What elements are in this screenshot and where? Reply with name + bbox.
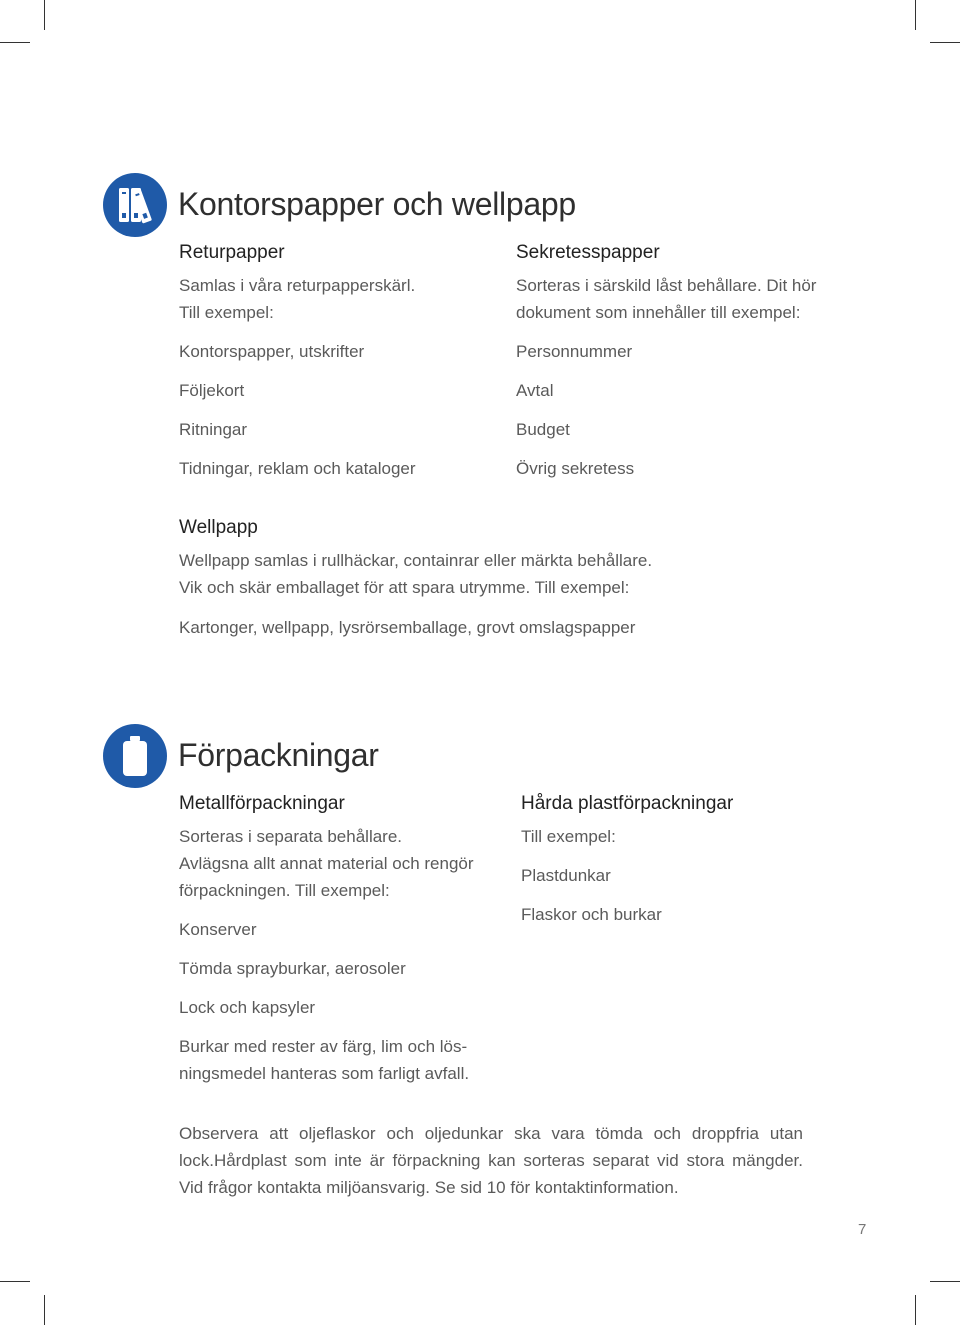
crop-mark	[930, 42, 960, 43]
wellpapp-text: Wellpapp samlas i rullhäckar, containrar eller märkta behållare.	[179, 551, 653, 570]
list-item: Tömda sprayburkar, aerosoler	[179, 959, 406, 978]
observe-line: lock.Hårdplast som inte är förpackning kan sorteras separat vid stora mängder.	[179, 1151, 803, 1170]
list-item: Flaskor och burkar	[521, 905, 662, 924]
list-item: Tidningar, reklam och kataloger	[179, 459, 416, 478]
binders-icon	[103, 173, 167, 237]
observe-line: Vid frågor kontakta miljöansvarig. Se sid 10 för kontaktinformation.	[179, 1178, 679, 1197]
list-item: Personnummer	[516, 342, 633, 361]
metall-note: ningsmedel hanteras som farligt avfall.	[179, 1064, 470, 1083]
observe-note	[179, 1120, 803, 1201]
list-item: Konserver	[179, 920, 257, 939]
list-item: Följekort	[179, 381, 245, 400]
metall-text: Sorteras i separata behållare.	[179, 827, 403, 846]
plast-intro: Till exempel:	[521, 827, 616, 846]
crop-mark	[44, 0, 45, 30]
page-number: 7	[858, 1221, 867, 1238]
list-item: Avtal	[516, 381, 554, 400]
section-title: Kontorspapper och wellpapp	[178, 186, 576, 222]
list-item: Plastdunkar	[521, 866, 611, 885]
plast-heading: Hårda plastförpackningar	[521, 793, 734, 814]
returpapper-intro: Samlas i våra returpapperskärl.	[179, 276, 416, 295]
wellpapp-examples: Kartonger, wellpapp, lysrörsemballage, grovt omslagspapper	[179, 618, 636, 637]
list-item: Lock och kapsyler	[179, 998, 316, 1017]
list-item: Övrig sekretess	[516, 459, 635, 478]
metall-text: Avlägsna allt annat material och rengör	[179, 854, 474, 873]
sekretesspapper-intro: Sorteras i särskild låst behållare. Dit hör	[516, 276, 817, 295]
returpapper-intro: Till exempel:	[179, 303, 274, 322]
wellpapp-heading: Wellpapp	[179, 517, 258, 538]
crop-mark	[930, 1281, 960, 1282]
crop-mark	[0, 1281, 30, 1282]
crop-mark	[44, 1295, 45, 1325]
jerrycan-icon	[103, 724, 167, 788]
list-item: Budget	[516, 420, 570, 439]
sekretesspapper-heading: Sekretesspapper	[516, 242, 660, 263]
returpapper-heading: Returpapper	[179, 242, 285, 263]
metall-text: förpackningen. Till exempel:	[179, 881, 390, 900]
sekretesspapper-intro: dokument som innehåller till exempel:	[516, 303, 801, 322]
wellpapp-text: Vik och skär emballaget för att spara utrymme. Till exempel:	[179, 578, 630, 597]
metall-heading: Metallförpackningar	[179, 793, 345, 814]
list-item: Ritningar	[179, 420, 248, 439]
crop-mark	[915, 0, 916, 30]
observe-line: Observera att oljeflaskor och oljedunkar ska vara tömda och droppfria utan	[179, 1124, 803, 1143]
crop-mark	[915, 1295, 916, 1325]
list-item: Kontorspapper, utskrifter	[179, 342, 365, 361]
crop-mark	[0, 42, 30, 43]
metall-note: Burkar med rester av färg, lim och lös-	[179, 1037, 468, 1056]
section-title: Förpackningar	[178, 737, 379, 773]
